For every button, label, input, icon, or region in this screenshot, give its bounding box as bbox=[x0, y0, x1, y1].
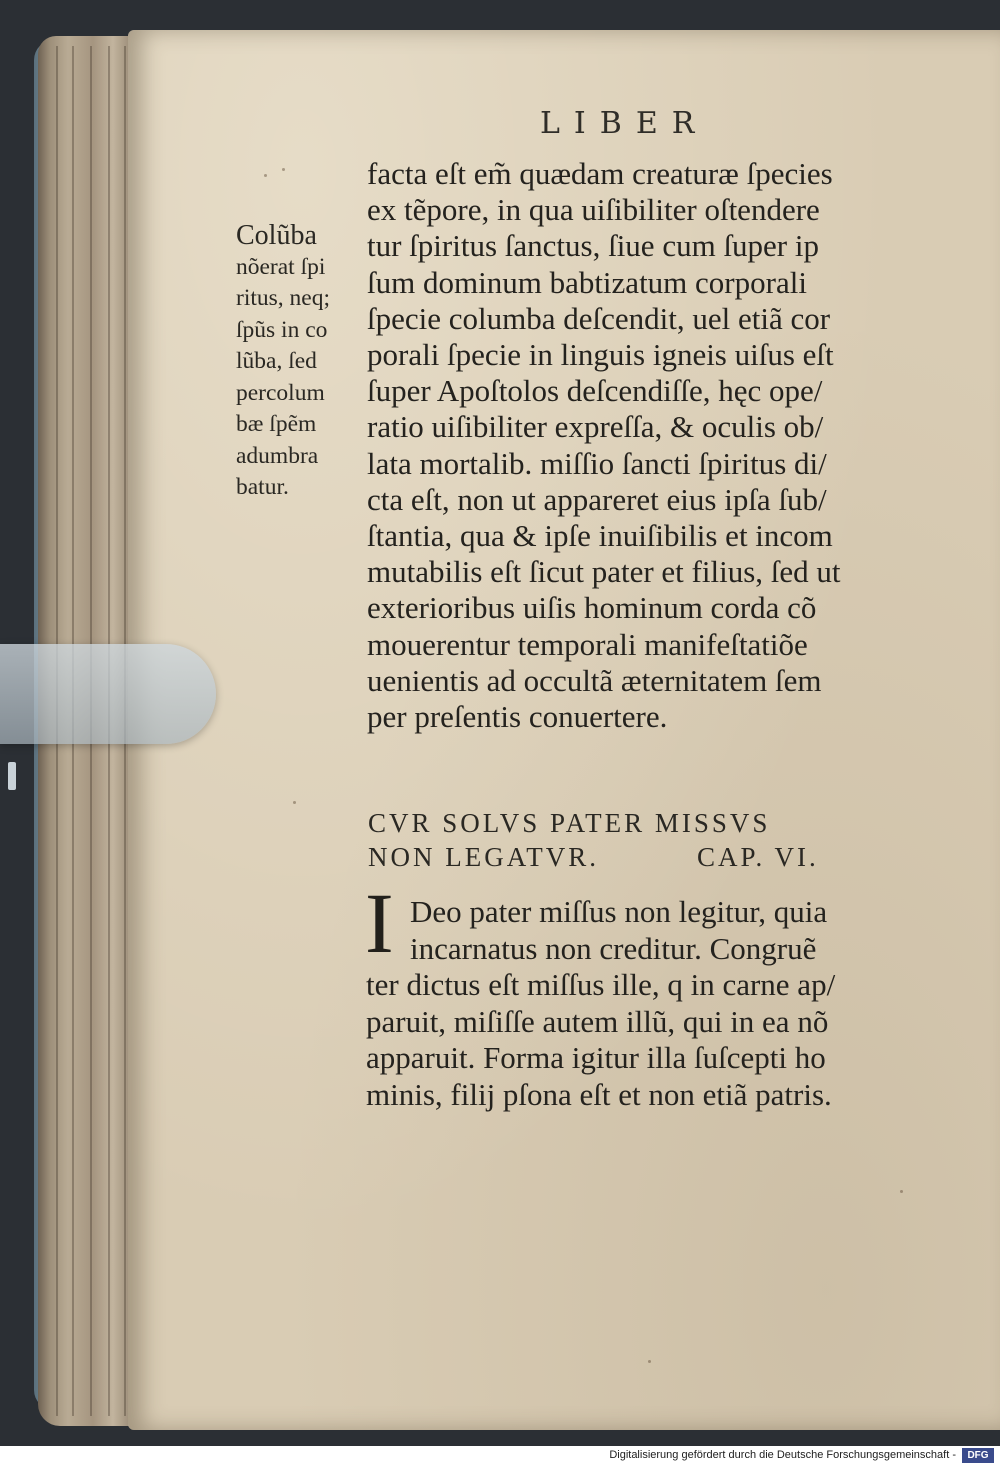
text-line: porali ſpecie in linguis igneis uiſus eſt bbox=[367, 337, 834, 373]
text-line: cta eſt, non ut appareret eius ipſa ſub/ bbox=[367, 481, 827, 517]
marginal-note-line: lũba, ſed bbox=[236, 348, 317, 374]
text-line: ſpecie columba deſcendit, uel etiã cor bbox=[367, 300, 831, 336]
text-line: minis, filij pſona eſt et non etiã patris. bbox=[366, 1076, 832, 1112]
text-line: ex tẽpore, in qua uiſibiliter oſtendere bbox=[367, 192, 820, 228]
text-line: incarnatus non creditur. Congruẽ bbox=[410, 930, 817, 966]
marginal-note-line: Colũba bbox=[236, 220, 317, 251]
clamp-pin bbox=[8, 762, 16, 790]
text-line: ſtantia, qua & ipſe inuiſibilis et incom bbox=[367, 518, 833, 554]
text-line: per preſentis conuertere. bbox=[367, 699, 668, 735]
running-title: LIBER bbox=[540, 106, 709, 141]
chapter-text-block bbox=[366, 894, 926, 1113]
text-line: ſum dominum babtizatum corporali bbox=[367, 264, 807, 300]
chapter-number: CAP. VI. bbox=[697, 842, 819, 872]
marginal-note-line: bæ ſpẽm bbox=[236, 411, 317, 437]
marginal-note-line: nõerat ſpi bbox=[236, 253, 326, 280]
text-line: mouerentur temporali manifeſtatiõe bbox=[367, 626, 808, 662]
text-line: tur ſpiritus ſanctus, ſiue cum ſuper ip bbox=[367, 228, 819, 264]
drop-initial: I bbox=[365, 875, 394, 971]
dfg-logo: DFG bbox=[962, 1448, 994, 1463]
marginal-note-line: adumbra bbox=[236, 442, 319, 469]
chapter-heading-line: CVR SOLVS PATER MISSVS bbox=[368, 808, 771, 838]
text-line: uenientis ad occultã æternitatem ſem bbox=[367, 662, 822, 698]
chapter-heading-line: NON LEGATVR. bbox=[368, 842, 599, 872]
text-line: paruit, miſiſſe autem illũ, qui in ea nõ bbox=[366, 1003, 829, 1039]
glass-page-clamp bbox=[0, 644, 216, 744]
marginal-note-line: batur. bbox=[236, 474, 289, 500]
text-line: lata mortalib. miſſio ſancti ſpiritus di/ bbox=[367, 445, 827, 481]
text-line: Deo pater miſſus non legitur, quia bbox=[410, 894, 828, 929]
text-line: ter dictus eſt miſſus ille, q in carne ap/ bbox=[366, 967, 836, 1002]
marginal-note bbox=[236, 220, 364, 504]
main-text-block bbox=[367, 156, 927, 735]
text-line: apparuit. Forma igitur illa ſuſcepti ho bbox=[366, 1040, 826, 1075]
marginal-note-line: ritus, neq; bbox=[236, 285, 330, 311]
text-line: facta eſt em̃ quædam creaturæ ſpecies bbox=[367, 156, 833, 191]
text-line: ſuper Apoſtolos deſcendiſſe, hęc ope/ bbox=[367, 373, 823, 409]
marginal-note-line: ſpũs in co bbox=[236, 316, 328, 343]
text-line: mutabilis eſt ſicut pater et filius, ſed ut bbox=[367, 554, 841, 590]
chapter-heading bbox=[368, 806, 928, 874]
text-line: ratio uiſibiliter expreſſa, & oculis ob/ bbox=[367, 409, 824, 445]
marginal-note-line: percolum bbox=[236, 379, 325, 406]
text-line: exterioribus uiſis hominum corda cõ bbox=[367, 590, 817, 626]
footer-credit: Digitalisierung gefördert durch die Deutsche Forschungsgemeinschaft - bbox=[609, 1449, 956, 1461]
